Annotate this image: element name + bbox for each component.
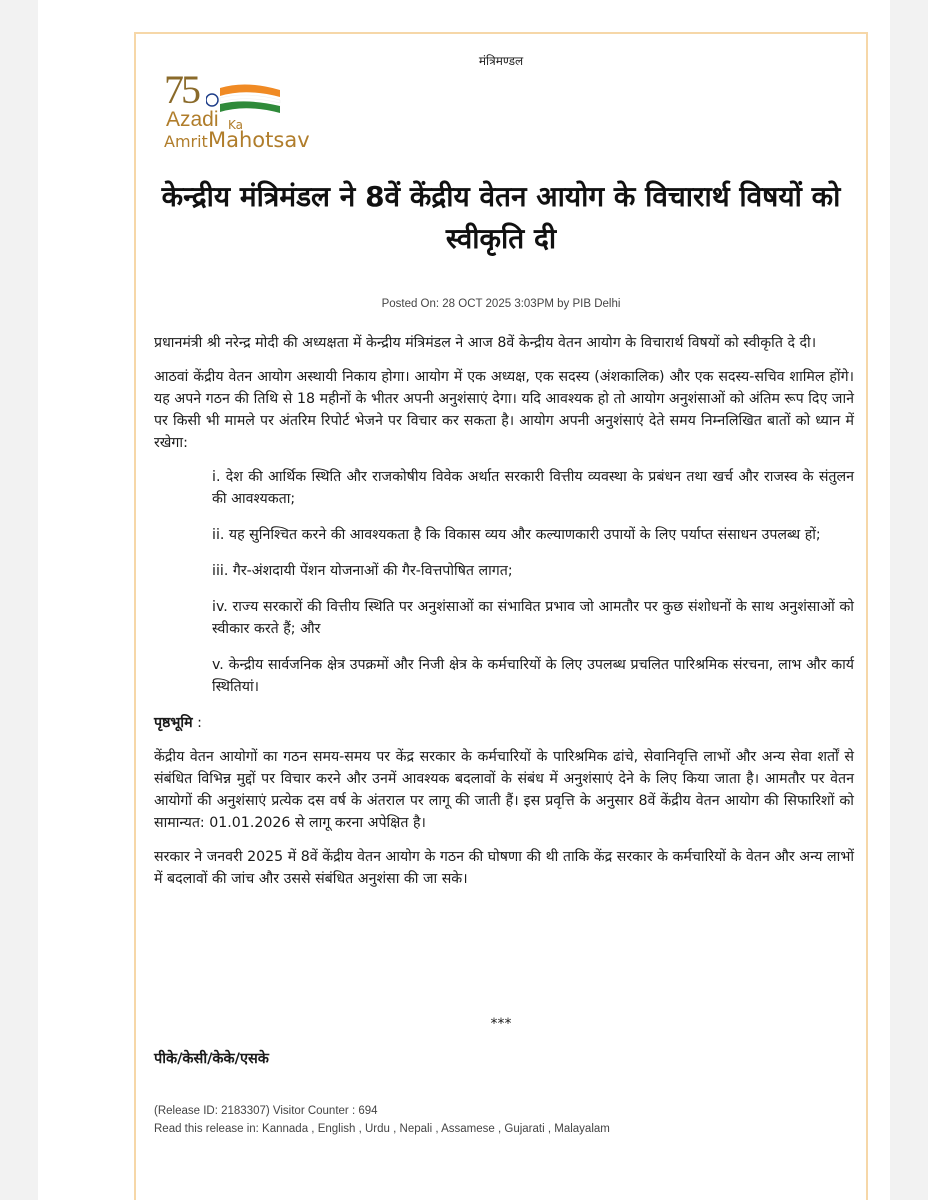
list-item: ii. यह सुनिश्चित करने की आवश्यकता है कि विकास व्यय और कल्याणकारी उपायों के लिए पर्याप्त संसाधन उपलब्ध हों; [212, 527, 821, 543]
language-link-urdu[interactable]: Urdu [365, 1123, 390, 1135]
azadi-ka-amrit-mahotsav-logo [162, 67, 310, 164]
list-item: iii. गैर-अंशदायी पेंशन योजनाओं की गैर-वित्तपोषित लागत; [212, 563, 513, 579]
read-in-prefix: Read this release in: [154, 1123, 263, 1135]
background-heading-colon: : [192, 715, 202, 731]
press-release-frame [134, 32, 868, 1200]
signoff-initials: पीके/केसी/केके/एसके [154, 1051, 269, 1067]
language-link-english[interactable]: English [317, 1123, 356, 1135]
background-heading [154, 712, 854, 734]
terms-list [212, 466, 854, 698]
list-item: i. देश की आर्थिक स्थिति और राजकोषीय विवेक अर्थात सरकारी वित्तीय व्यवस्था के प्रबंधन तथा खर्च और राजस्व के संतुलन की आवश्यकता; [212, 469, 854, 507]
logo-amrit-text: Amrit [164, 132, 208, 151]
language-link-assamese[interactable]: Assamese [441, 1123, 495, 1135]
ministry-label: मंत्रिमण्डल [478, 54, 524, 68]
paragraph: प्रधानमंत्री श्री नरेन्द्र मोदी की अध्यक्षता में केन्द्रीय मंत्रिमंडल ने आज 8वें केन्द्रीय वेतन आयोग के विचारार्थ विषयों को स्वीकृति दे दी। [154, 335, 817, 351]
separator-stars: *** [490, 1016, 512, 1032]
release-info [154, 1102, 610, 1138]
logo-ka-text: Ka [228, 118, 244, 132]
logo-azadi-text: Azadi [166, 108, 219, 131]
paragraph: केंद्रीय वेतन आयोगों का गठन समय-समय पर केंद्र सरकार के कर्मचारियों के पारिश्रमिक ढांचे, सेवानिवृत्ति लाभों और अन्य सेवा शर्तों से संबंधित विभिन्न मुद्दों पर विचार करने और उनमें आवश्यक बदलावों के संबंध में अनुशंसाएं देने के लिए किया जाता है। आमतौर पर वेतन आयोगों की अनुशंसाएं प्रत्येक दस वर्ष के अंतराल पर लागू की जाती हैं। इस प्रवृत्ति के अनुसार 8वें केंद्रीय वेतन आयोग की सिफारिशों को सामान्यत: 01.01.2026 से लागू करना अपेक्षित है। [154, 749, 854, 831]
release-body [154, 332, 854, 902]
list-item: v. केन्द्रीय सार्वजनिक क्षेत्र उपक्रमों और निजी क्षेत्र के कर्मचारियों के लिए उपलब्ध प्रचलित पारिश्रमिक संरचना, लाभ और कार्य स्थितियां। [212, 657, 854, 695]
logo-mahotsav-text: Mahotsav [208, 128, 310, 152]
release-title: केन्द्रीय मंत्रिमंडल ने 8वें केंद्रीय वेतन आयोग के विचारार्थ विषयों को स्वीकृति दी [161, 180, 841, 255]
language-link-kannada[interactable]: Kannada [262, 1123, 309, 1135]
paragraph: आठवां केंद्रीय वेतन आयोग अस्थायी निकाय होगा। आयोग में एक अध्यक्ष, एक सदस्य (अंशकालिक) और एक सदस्य-सचिव शामिल होंगे। यह अपने गठन की तिथि से 18 महीनों के भीतर अपनी अनुशंसाएं देगा। यदि आवश्यक हो तो आयोग अनुशंसाओं को अंतिम रूप दिए जाने पर किसी भी मामले पर अंतरिम रिपोर्ट भेजने पर विचार कर सकता है। आयोग अपनी अनुशंसाएं देते समय निम्नलिखित बातों को ध्यान में रखेगा: [154, 369, 854, 451]
document-sheet [38, 0, 890, 1200]
logo-75-number: 75 [164, 67, 198, 112]
list-item: iv. राज्य सरकारों की वित्तीय स्थिति पर अनुशंसाओं का संभावित प्रभाव जो आमतौर पर कुछ संशोधनों के साथ अनुशंसाओं को स्वीकार करते हैं; और [212, 599, 854, 637]
language-link-malayalam[interactable]: Malayalam [554, 1123, 610, 1135]
posted-on: Posted On: 28 OCT 2025 3:03PM by PIB Delhi [381, 298, 621, 310]
paragraph: सरकार ने जनवरी 2025 में 8वें केंद्रीय वेतन आयोग के गठन की घोषणा की थी ताकि केंद्र सरकार के कर्मचारियों के वेतन और अन्य लाभों में बदलावों की जांच और उससे संबंधित अनुशंसा की जा सके। [154, 849, 854, 887]
language-link-gujarati[interactable]: Gujarati [504, 1123, 545, 1135]
release-id-counter: (Release ID: 2183307) Visitor Counter : 694 [154, 1105, 378, 1117]
read-in-languages: Read this release in: Kannada , English , Urdu , Nepali , Assamese , Gujarati , Malayalam [154, 1123, 610, 1135]
language-link-nepali[interactable]: Nepali [399, 1123, 433, 1135]
background-heading-text: पृष्ठभूमि [154, 715, 193, 731]
